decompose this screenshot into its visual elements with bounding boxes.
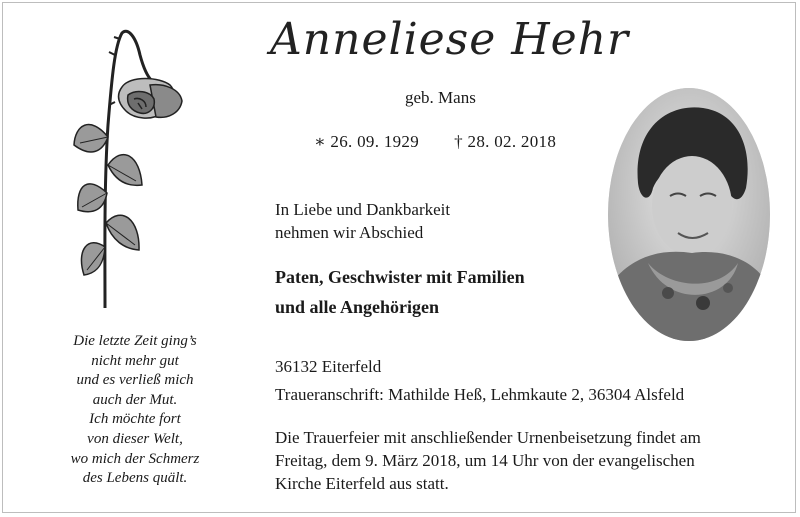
- ceremony-line: Kirche Eiterfeld aus statt.: [275, 474, 449, 493]
- death-date: 28. 02. 2018: [467, 132, 557, 151]
- poem-line: auch der Mut.: [92, 391, 178, 408]
- ceremony-line: Freitag, dem 9. März 2018, um 14 Uhr von der evangelischen: [275, 451, 695, 470]
- poem: [30, 332, 240, 489]
- farewell-line: In Liebe und Dankbarkeit: [275, 200, 451, 219]
- farewell-text: [275, 198, 450, 244]
- ceremony-line: Die Trauerfeier mit anschließender Urnenbeisetzung findet am: [275, 428, 701, 447]
- poem-line: nicht mehr gut: [91, 352, 179, 369]
- poem-line: Die letzte Zeit ging’s: [73, 333, 197, 349]
- poem-line: und es verließ mich: [76, 372, 194, 389]
- poem-line: des Lebens quält.: [82, 470, 188, 487]
- mourners-line: Paten, Geschwister mit Familien: [275, 267, 525, 287]
- birth-name: geb. Mans: [405, 88, 476, 107]
- ceremony-text: [275, 426, 701, 495]
- portrait-image: [608, 88, 770, 341]
- poem-line: von dieser Welt,: [87, 430, 183, 447]
- farewell-line: nehmen wir Abschied: [275, 223, 424, 242]
- poem-line: Ich möchte fort: [89, 411, 181, 428]
- place-text: 36132 Eiterfeld: [275, 357, 382, 376]
- life-dates: [314, 132, 556, 152]
- portrait-photo: [608, 88, 770, 341]
- poem-line: wo mich der Schmerz: [70, 450, 200, 467]
- death-cross-icon: †: [454, 132, 463, 151]
- mourners-text: [275, 262, 525, 322]
- mourners-line: und alle Angehörigen: [275, 297, 440, 317]
- birth-star-icon: ∗: [314, 132, 326, 151]
- deceased-name: Anneliese Hehr: [270, 14, 630, 65]
- birth-date: 26. 09. 1929: [330, 132, 420, 151]
- mourning-address: Traueranschrift: Mathilde Heß, Lehmkaute 2, 36304 Alsfeld: [275, 385, 685, 404]
- wilted-rose-icon: [60, 25, 210, 315]
